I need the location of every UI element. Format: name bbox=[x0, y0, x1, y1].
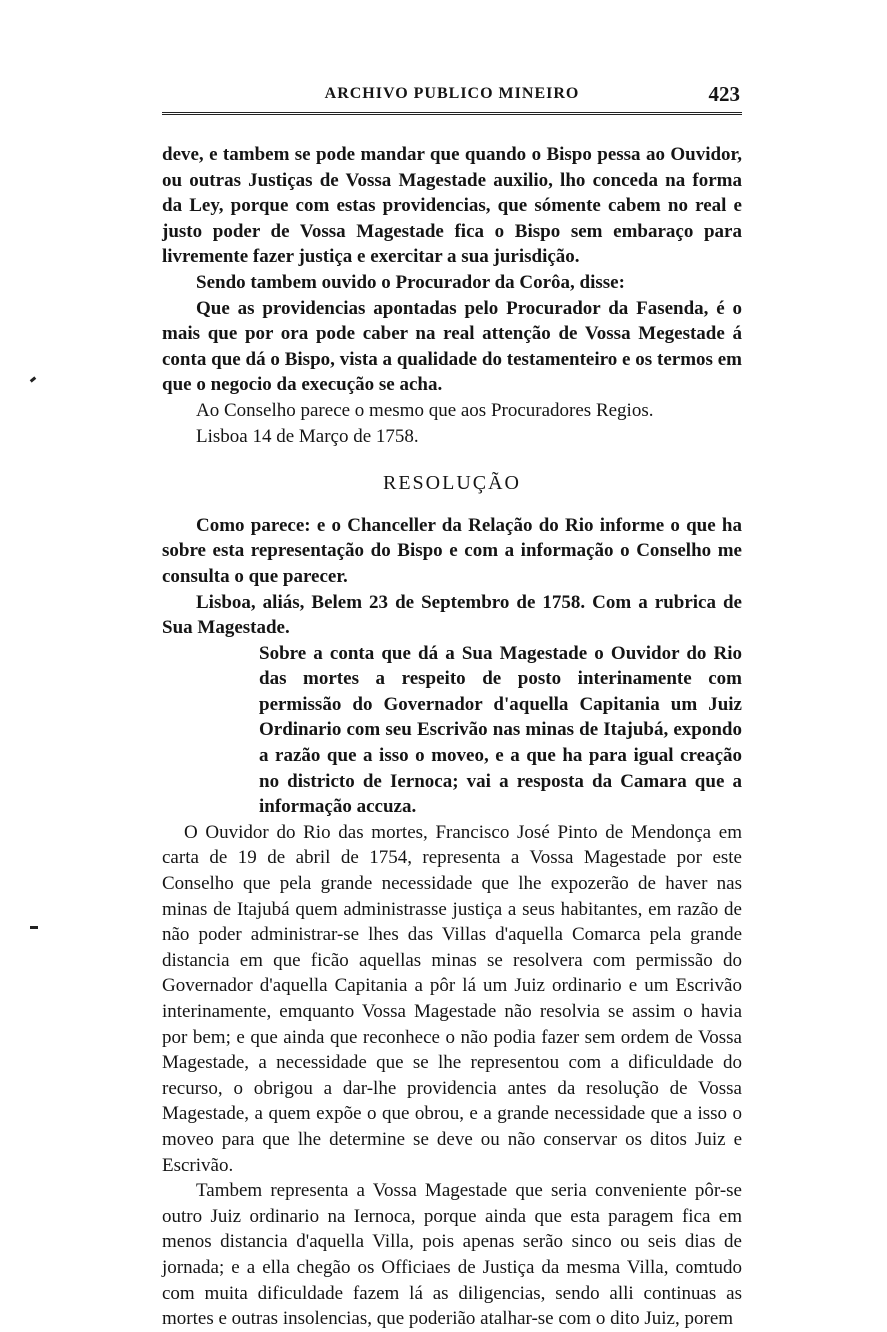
margin-mark-2 bbox=[30, 926, 38, 929]
paragraph-resolucao: Como parece: e o Chanceller da Relação do Rio informe o que ha sobre esta representação do Bispo e com a informação o Conselho me consulta o que parecer. bbox=[162, 514, 742, 587]
paragraph-tambem: Tambem representa a Vossa Magestade que seria conveniente pôr-se outro Juiz ordinario na Iernoca, porque ainda que esta paragem fica em menos distancia d'aquella Villa, pois apenas serão sinco ou seis dias de jornada; e a ella chegão os Officiaes de Justiça da mesma Villa, comtudo com muita dificuldade fazem lá as diligencias, sendo alli continuas as mortes e outras insolencias, que poderião atalhar-se com o dito Juiz, porem bbox=[162, 1180, 742, 1330]
paragraph-summary: Sobre a conta que dá a Sua Magestade o Ouvidor do Rio das mortes a respeito de posto interinamente com permissão do Governador d'aquella Capitania um Juiz Ordinario com seu Escrivão nas minas de Itajubá, expondo a razão que a isso o moveo, e a que ha para igual creação no districto de Iernoca; vai a resposta da Camara que a informação accuza. bbox=[259, 642, 742, 818]
running-header bbox=[162, 82, 742, 112]
header-rule bbox=[162, 112, 742, 115]
page-number: 423 bbox=[708, 82, 740, 106]
margin-mark-1 bbox=[30, 376, 37, 382]
paragraph-continuation: deve, e tambem se pode mandar que quando o Bispo pessa ao Ouvidor, ou outras Justiças de Vossa Magestade auxilio, lho conceda na forma da Ley, porque com estas providencias, que sómente cabem no real e justo poder de Vossa Magestade fica o Bispo sem embaraço para livremente fazer justiça e exercitar a sua jurisdição. bbox=[162, 144, 742, 268]
body-text bbox=[162, 142, 742, 1332]
header-title: ARCHIVO PUBLICO MINEIRO bbox=[324, 85, 580, 102]
paragraph-date-1: Lisboa 14 de Março de 1758. bbox=[196, 425, 419, 447]
paragraph-date-2: Lisboa, aliás, Belem 23 de Septembro de 1758. Com a rubrica de Sua Magestade. bbox=[162, 591, 742, 639]
paragraph-procurador-corôa: Sendo tambem ouvido o Procurador da Corôa, disse: bbox=[196, 271, 625, 293]
paragraph-ouvidor: O Ouvidor do Rio das mortes, Francisco José Pinto de Mendonça em carta de 19 de abril de 1754, representa a Vossa Magestade por este Conselho que pela grande necessidade que lhe expozerão de haver nas minas de Itajubá quem administrasse justiça a seus habitantes, em razão de não poder administrar-se lhes das Villas d'aquella Comarca pela grande distancia em que ficão aquellas minas se resolvera com permissão do Governador d'aquella Capitania a pôr lá um Juiz ordinario e um Escrivão interinamente, emquanto Vossa Magestade não resolvia se assim o havia por bem; e que ainda que reconhece o não podia fazer sem ordem de Vossa Magestade, a necessidade que se lhe representou com a dificuldade do recurso, o obrigou a dar-lhe providencia antes da resolução de Vossa Magestade, a quem expõe o que obrou, e a grande necessidade que a isso o moveo para que lhe determine se deve ou não conservar os ditos Juiz e Escrivão. bbox=[162, 821, 742, 1176]
section-heading-resolucao: RESOLUÇÃO bbox=[382, 472, 521, 495]
paragraph-conselho: Ao Conselho parece o mesmo que aos Procuradores Regios. bbox=[196, 399, 654, 421]
paragraph-providencias: Que as providencias apontadas pelo Procurador da Fasenda, é o mais que por ora pode caber na real attenção de Vossa Megestade á conta que dá o Bispo, vista a qualidade do testamenteiro e os termos em que o negocio da execução se acha. bbox=[162, 297, 742, 396]
